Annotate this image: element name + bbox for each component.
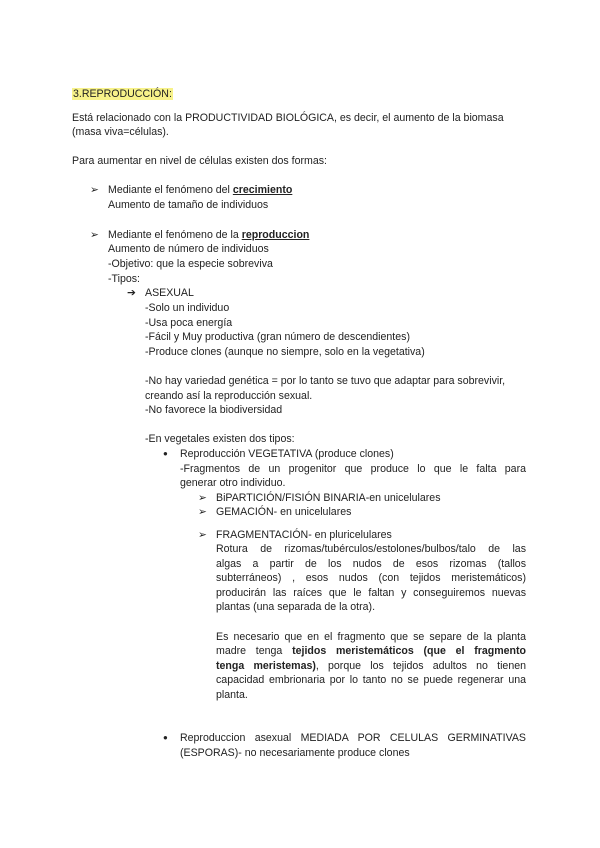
form2-keyword: reproduccion: [241, 229, 310, 241]
form2-desc: Aumento de número de individuos: [108, 243, 269, 255]
asexual-label: ASEXUAL: [145, 287, 194, 299]
frag-line: Rotura de rizomas/tubérculos/estolones/bulbos/talo de las: [216, 543, 526, 555]
frag-line: subterráneos) , esos nudos (con tejidos meristemáticos): [216, 572, 526, 584]
asexual-point: -Produce clones (aunque no siempre, solo en la vegetativa): [145, 346, 425, 358]
asexual-biodiversity: -No favorece la biodiversidad: [145, 404, 283, 416]
frag-line: plantas (una separada de la otra).: [216, 601, 376, 613]
necessary-line-2: [216, 644, 526, 659]
dot-bullet-icon: ●: [163, 733, 168, 742]
vegetative-type: BiPARTICIÓN/FISIÓN BINARIA-en unicelulares: [216, 492, 441, 504]
form2-prefix: Mediante el fenómeno de la: [108, 229, 242, 241]
frag-line: producirán las raíces que le faltan y conseguiremos nuevas: [216, 587, 526, 599]
asexual-variety-2: creando así la reproducción sexual.: [145, 390, 313, 402]
necessary-line-3: [216, 659, 526, 674]
form1-desc: Aumento de tamaño de individuos: [108, 199, 269, 211]
arrow-bullet-icon: ➢: [198, 506, 207, 518]
necessary-line-3-bold: tenga meristemas): [216, 660, 316, 672]
vegetative-title: Reproducción VEGETATIVA (produce clones): [180, 448, 394, 460]
form2-types-label: -Tipos:: [108, 273, 140, 285]
vegetative-desc-2: generar otro individuo.: [180, 477, 286, 489]
vegetative-desc-1: -Fragmentos de un progenitor que produce lo que le falta para: [180, 463, 526, 475]
asexual-variety-1: -No hay variedad genética = por lo tanto se tuvo que adaptar para sobrevivir,: [145, 375, 506, 387]
germinative-line-1: Reproduccion asexual MEDIADA POR CELULAS GERMINATIVAS: [180, 732, 526, 744]
form1-prefix: Mediante el fenómeno del: [108, 184, 233, 196]
necessary-line-4: capacidad embrionaria por lo tanto no se puede regenerar una: [216, 674, 526, 686]
arrow-bullet-icon: ➢: [90, 184, 99, 196]
form2-objective: -Objetivo: que la especie sobreviva: [108, 258, 273, 270]
necessary-line-5: planta.: [216, 689, 248, 701]
arrow-bullet-icon: ➢: [198, 492, 207, 504]
asexual-plants-intro: -En vegetales existen dos tipos:: [145, 433, 295, 445]
asexual-point: -Fácil y Muy productiva (gran número de descendientes): [145, 331, 410, 343]
heading-highlight: 3.REPRODUCCIÓN:: [73, 88, 172, 100]
form2-title: [108, 228, 309, 243]
intro-line-2: (masa viva=células).: [72, 126, 169, 138]
necessary-line-3-suffix: , porque los tejidos adultos no tienen: [315, 660, 526, 672]
section-heading: [72, 87, 173, 102]
necessary-line-2-bold: tejidos meristemáticos (que el fragmento: [292, 645, 526, 657]
forms-intro: Para aumentar en nivel de células existen dos formas:: [72, 155, 327, 167]
arrow-bullet-icon: ➢: [198, 529, 207, 541]
frag-line: algas a partir de los nudos de esos rizomas (tallos: [216, 558, 526, 570]
right-arrow-icon: ➔: [127, 287, 136, 299]
form1-title: [108, 183, 292, 198]
germinative-line-2: (ESPORAS)- no necesariamente produce clones: [180, 747, 410, 759]
dot-bullet-icon: ●: [163, 449, 168, 458]
necessary-line-2-prefix: madre tenga: [216, 645, 293, 657]
vegetative-type: GEMACIÓN- en unicelulares: [216, 506, 352, 518]
arrow-bullet-icon: ➢: [90, 229, 99, 241]
asexual-point: -Solo un individuo: [145, 302, 230, 314]
necessary-line-1: Es necesario que en el fragmento que se separe de la planta: [216, 631, 526, 643]
intro-line-1: Está relacionado con la PRODUCTIVIDAD BIOLÓGICA, es decir, el aumento de la biomasa: [72, 112, 504, 124]
vegetative-type: FRAGMENTACIÓN- en pluricelulares: [216, 529, 392, 541]
form1-keyword: crecimiento: [232, 184, 293, 196]
asexual-point: -Usa poca energía: [145, 317, 233, 329]
